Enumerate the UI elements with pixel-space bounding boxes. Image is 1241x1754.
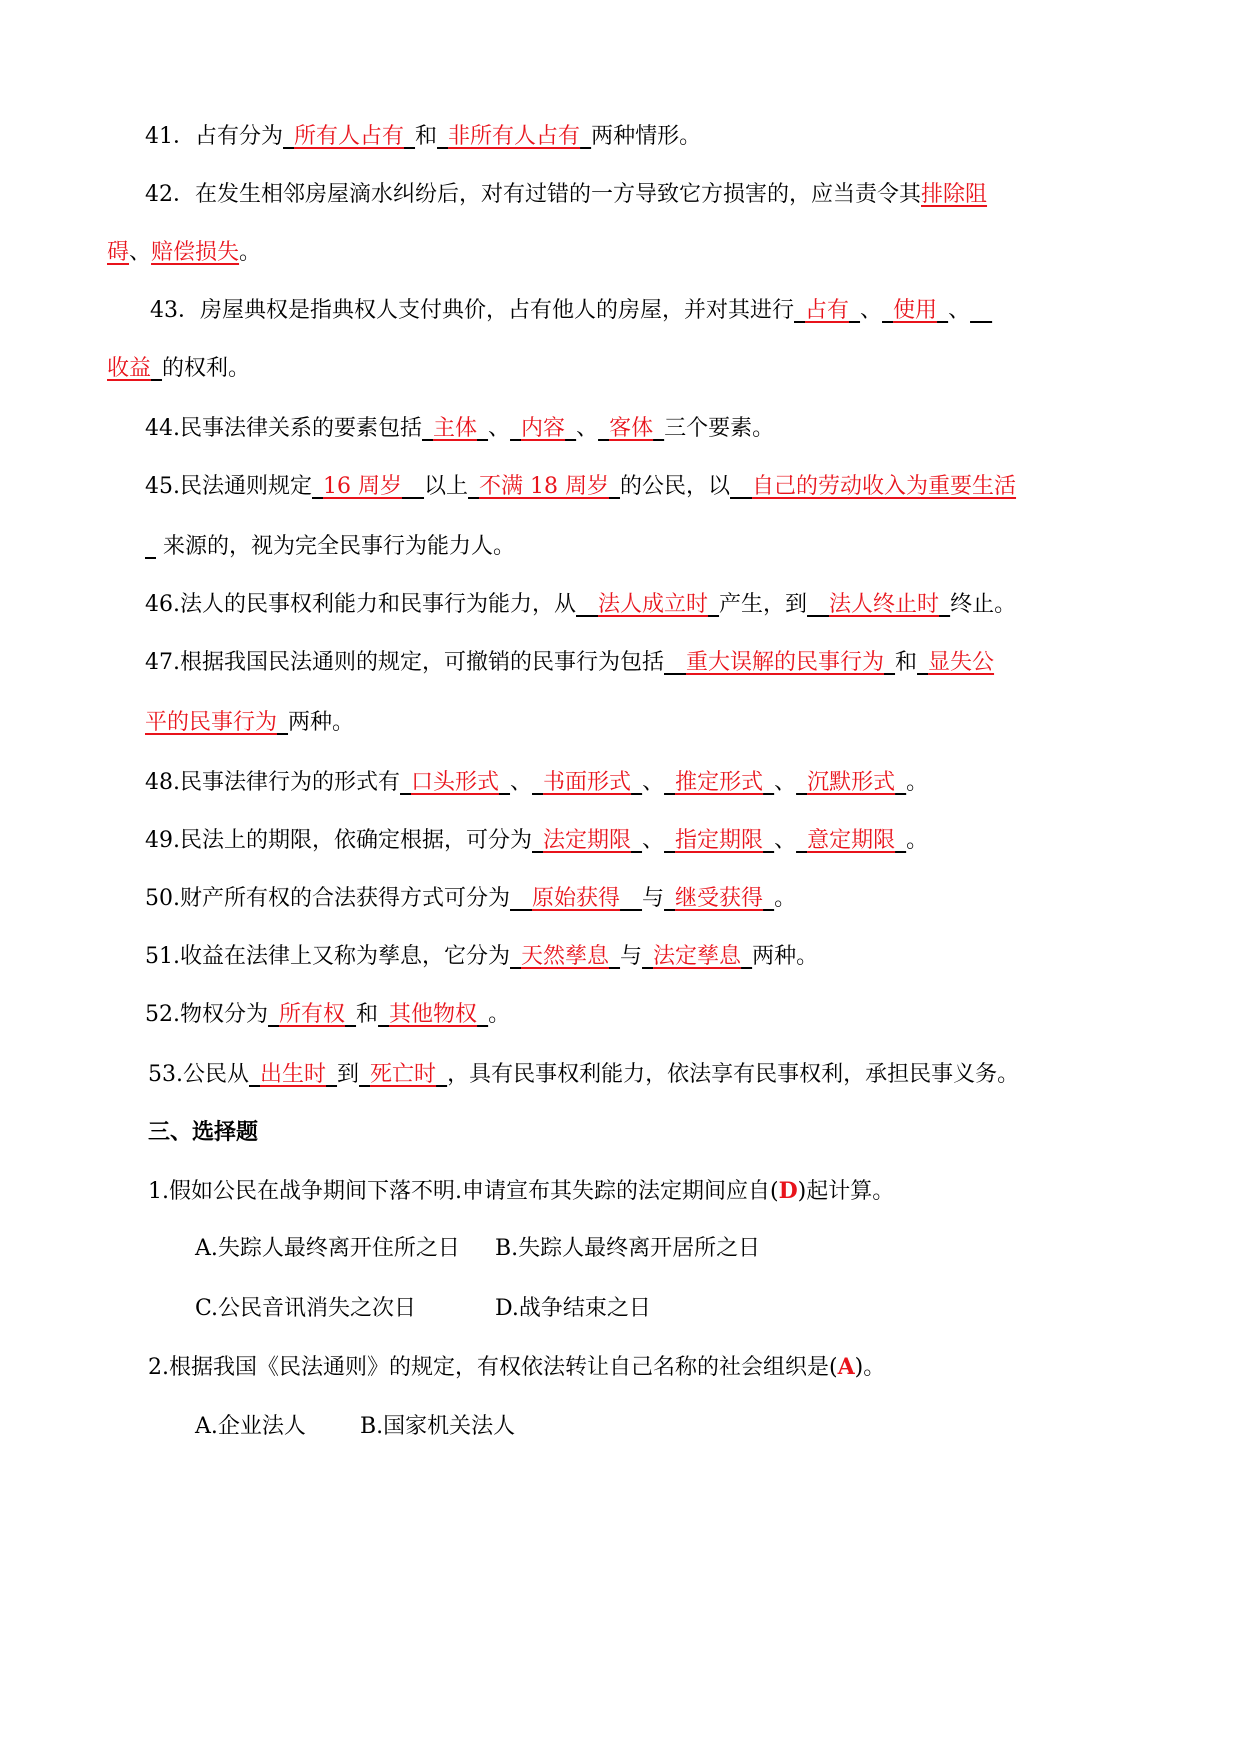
option-b: B.国家机关法人 xyxy=(360,1414,516,1439)
answer-blank: 法人成立时 xyxy=(598,592,709,617)
mc-question-1 xyxy=(148,1176,894,1207)
section-heading-choice: 三、选择题 xyxy=(148,1120,259,1145)
question-text: )起计算。 xyxy=(797,1179,895,1204)
period: 。 xyxy=(906,770,929,795)
answer-blank: 天然孳息 xyxy=(521,944,610,969)
question-number: 43． xyxy=(150,298,200,323)
answer-blank: 重大误解的民事行为 xyxy=(686,650,885,675)
question-text: 房屋典权是指典权人支付典价，占有他人的房屋，并对其进行 xyxy=(200,298,795,323)
question-45: 45.民法通则规定_16 周岁__以上_不满 18 周岁_的公民，以__自己的劳动收入为重要生活 xyxy=(145,474,1017,499)
question-text: 的公民，以 xyxy=(620,474,731,499)
answer-blank: 出生时 xyxy=(260,1062,327,1087)
answer-blank: 客体 xyxy=(609,416,654,441)
answer-blank: 推定形式 xyxy=(675,770,764,795)
question-45-cont: _ 来源的，视为完全民事行为能力人。 xyxy=(145,534,516,559)
separator: 、 xyxy=(642,828,665,853)
question-47-cont: 平的民事行为_两种。 xyxy=(145,710,355,735)
answer-blank: 内容 xyxy=(521,416,566,441)
question-text: 终止。 xyxy=(950,592,1017,617)
answer-blank: 主体 xyxy=(433,416,478,441)
answer-blank: 显失公 xyxy=(928,650,995,675)
question-text: 占有分为 xyxy=(195,124,284,149)
question-number: 45. xyxy=(145,474,180,499)
option-a: A.失踪人最终离开住所之日 xyxy=(195,1236,460,1261)
question-number: 47. xyxy=(145,650,180,675)
question-text: 到 xyxy=(337,1062,360,1087)
question-number: 50. xyxy=(145,886,180,911)
option-d: D.战争结束之日 xyxy=(495,1296,651,1321)
question-text: 三个要素。 xyxy=(664,416,775,441)
answer-blank: 意定期限 xyxy=(807,828,896,853)
question-text: 在发生相邻房屋滴水纠纷后，对有过错的一方导致它方损害的，应当责令其 xyxy=(195,182,922,207)
question-text: 财产所有权的合法获得方式可分为 xyxy=(180,886,511,911)
answer-blank: 赔偿损失 xyxy=(151,240,240,265)
question-number: 51. xyxy=(145,944,180,969)
question-text: 、 xyxy=(129,240,152,265)
question-text: 的权利。 xyxy=(162,356,251,381)
separator: 、 xyxy=(774,770,797,795)
answer-blank: 指定期限 xyxy=(675,828,764,853)
question-text: 公民从 xyxy=(183,1062,250,1087)
separator: 、 xyxy=(642,770,665,795)
answer-blank: 继受获得 xyxy=(675,886,764,911)
question-52: 52.物权分为_所有权_和_其他物权_。 xyxy=(145,1002,511,1027)
answer-blank: 自己的劳动收入为重要生活 xyxy=(752,474,1017,499)
question-number: 48. xyxy=(145,770,180,795)
question-46: 46.法人的民事权利能力和民事行为能力，从__法人成立时_产生，到__法人终止时_终止。 xyxy=(145,592,1017,617)
question-text: 根据我国民法通则的规定，可撤销的民事行为包括 xyxy=(180,650,665,675)
answer-blank: 原始获得 xyxy=(532,886,621,911)
answer-blank: 非所有人占有 xyxy=(448,124,581,149)
question-text: 民法通则规定 xyxy=(180,474,313,499)
question-text: 法人的民事权利能力和民事行为能力，从 xyxy=(180,592,577,617)
question-53: 53.公民从_出生时_到_死亡时_，具有民事权利能力，依法享有民事权利，承担民事义务。 xyxy=(148,1062,1020,1087)
option-b: B.失踪人最终离开居所之日 xyxy=(495,1236,761,1261)
question-text: 两种。 xyxy=(288,710,355,735)
question-text: ，具有民事权利能力，依法享有民事权利，承担民事义务。 xyxy=(447,1062,1020,1087)
separator: 、 xyxy=(948,298,971,323)
question-text: 与 xyxy=(620,944,643,969)
answer-blank: 占有 xyxy=(805,298,850,323)
answer-blank: 使用 xyxy=(893,298,938,323)
question-43-cont: 收益_的权利。 xyxy=(107,356,251,381)
separator: 、 xyxy=(576,416,599,441)
question-47: 47.根据我国民法通则的规定，可撤销的民事行为包括__重大误解的民事行为_和_显失公 xyxy=(145,650,995,675)
option-a: A.企业法人 xyxy=(195,1414,306,1439)
question-number: 49. xyxy=(145,828,180,853)
answer-blank: 所有权 xyxy=(279,1002,346,1027)
separator: 、 xyxy=(860,298,883,323)
question-49: 49.民法上的期限，依确定根据，可分为_法定期限_、_指定期限_、_意定期限_。 xyxy=(145,828,929,853)
question-text: 物权分为 xyxy=(180,1002,269,1027)
question-number: 46. xyxy=(145,592,180,617)
answer-blank: 所有人占有 xyxy=(294,124,405,149)
question-text: 来源的，视为完全民事行为能力人。 xyxy=(163,534,516,559)
question-48: 48.民事法律行为的形式有_口头形式_、_书面形式_、_推定形式_、_沉默形式_。 xyxy=(145,770,929,795)
question-number: 41． xyxy=(145,124,195,149)
answer-choice: A xyxy=(837,1354,855,1380)
question-42 xyxy=(145,180,987,210)
question-42-cont xyxy=(107,238,261,268)
question-text: 两种情形。 xyxy=(591,124,702,149)
question-text: 与 xyxy=(642,886,665,911)
question-text: 和 xyxy=(895,650,918,675)
question-text: 和 xyxy=(415,124,438,149)
question-number: 42． xyxy=(145,182,195,207)
answer-blank: 死亡时 xyxy=(370,1062,437,1087)
answer-blank: 排除阻 xyxy=(921,182,988,207)
option-c: C.公民音讯消失之次日 xyxy=(195,1296,417,1321)
separator: 、 xyxy=(510,770,533,795)
question-51: 51.收益在法律上又称为孳息，它分为_天然孳息_与_法定孳息_两种。 xyxy=(145,944,819,969)
answer-choice: D xyxy=(778,1178,798,1204)
question-text: 以上 xyxy=(424,474,469,499)
answer-blank: 平的民事行为 xyxy=(145,710,278,735)
question-text: 2.根据我国《民法通则》的规定，有权依法转让自己名称的社会组织是( xyxy=(148,1355,838,1380)
answer-blank: 沉默形式 xyxy=(807,770,896,795)
question-text: 收益在法律上又称为孳息，它分为 xyxy=(180,944,511,969)
question-text: 产生，到 xyxy=(719,592,808,617)
answer-blank: 其他物权 xyxy=(389,1002,478,1027)
question-text: 1.假如公民在战争期间下落不明.申请宣布其失踪的法定期间应自( xyxy=(148,1179,779,1204)
answer-blank: 碍 xyxy=(107,240,130,265)
question-43: 43．房屋典权是指典权人支付典价，占有他人的房屋，并对其进行_占有_、_使用_、__ xyxy=(150,298,993,323)
question-41: 41．占有分为_所有人占有_和_非所有人占有_两种情形。 xyxy=(145,124,702,149)
separator: 、 xyxy=(774,828,797,853)
period: 。 xyxy=(488,1002,511,1027)
answer-blank: 法人终止时 xyxy=(829,592,940,617)
answer-blank: 书面形式 xyxy=(543,770,632,795)
period: 。 xyxy=(774,886,797,911)
mc-question-2 xyxy=(148,1352,885,1383)
question-44: 44.民事法律关系的要素包括_主体_、_内容_、_客体_三个要素。 xyxy=(145,416,775,441)
question-text: 民事法律关系的要素包括 xyxy=(180,416,423,441)
question-number: 52. xyxy=(145,1002,180,1027)
question-text: 两种。 xyxy=(752,944,819,969)
answer-blank: 16 周岁 xyxy=(323,474,403,499)
answer-blank: 不满 18 周岁 xyxy=(479,474,610,499)
period: 。 xyxy=(906,828,929,853)
question-text: 。 xyxy=(239,240,262,265)
answer-blank: 收益 xyxy=(107,356,152,381)
question-text: 和 xyxy=(356,1002,379,1027)
question-text: 民法上的期限，依确定根据，可分为 xyxy=(180,828,533,853)
answer-blank: 口头形式 xyxy=(411,770,500,795)
separator: 、 xyxy=(488,416,511,441)
question-text: 民事法律行为的形式有 xyxy=(180,770,401,795)
answer-blank: 法定期限 xyxy=(543,828,632,853)
question-number: 53. xyxy=(148,1062,183,1087)
question-50: 50.财产所有权的合法获得方式可分为__原始获得__与_继受获得_。 xyxy=(145,886,797,911)
question-number: 44. xyxy=(145,416,180,441)
answer-blank: 法定孳息 xyxy=(653,944,742,969)
question-text: )。 xyxy=(854,1355,886,1380)
